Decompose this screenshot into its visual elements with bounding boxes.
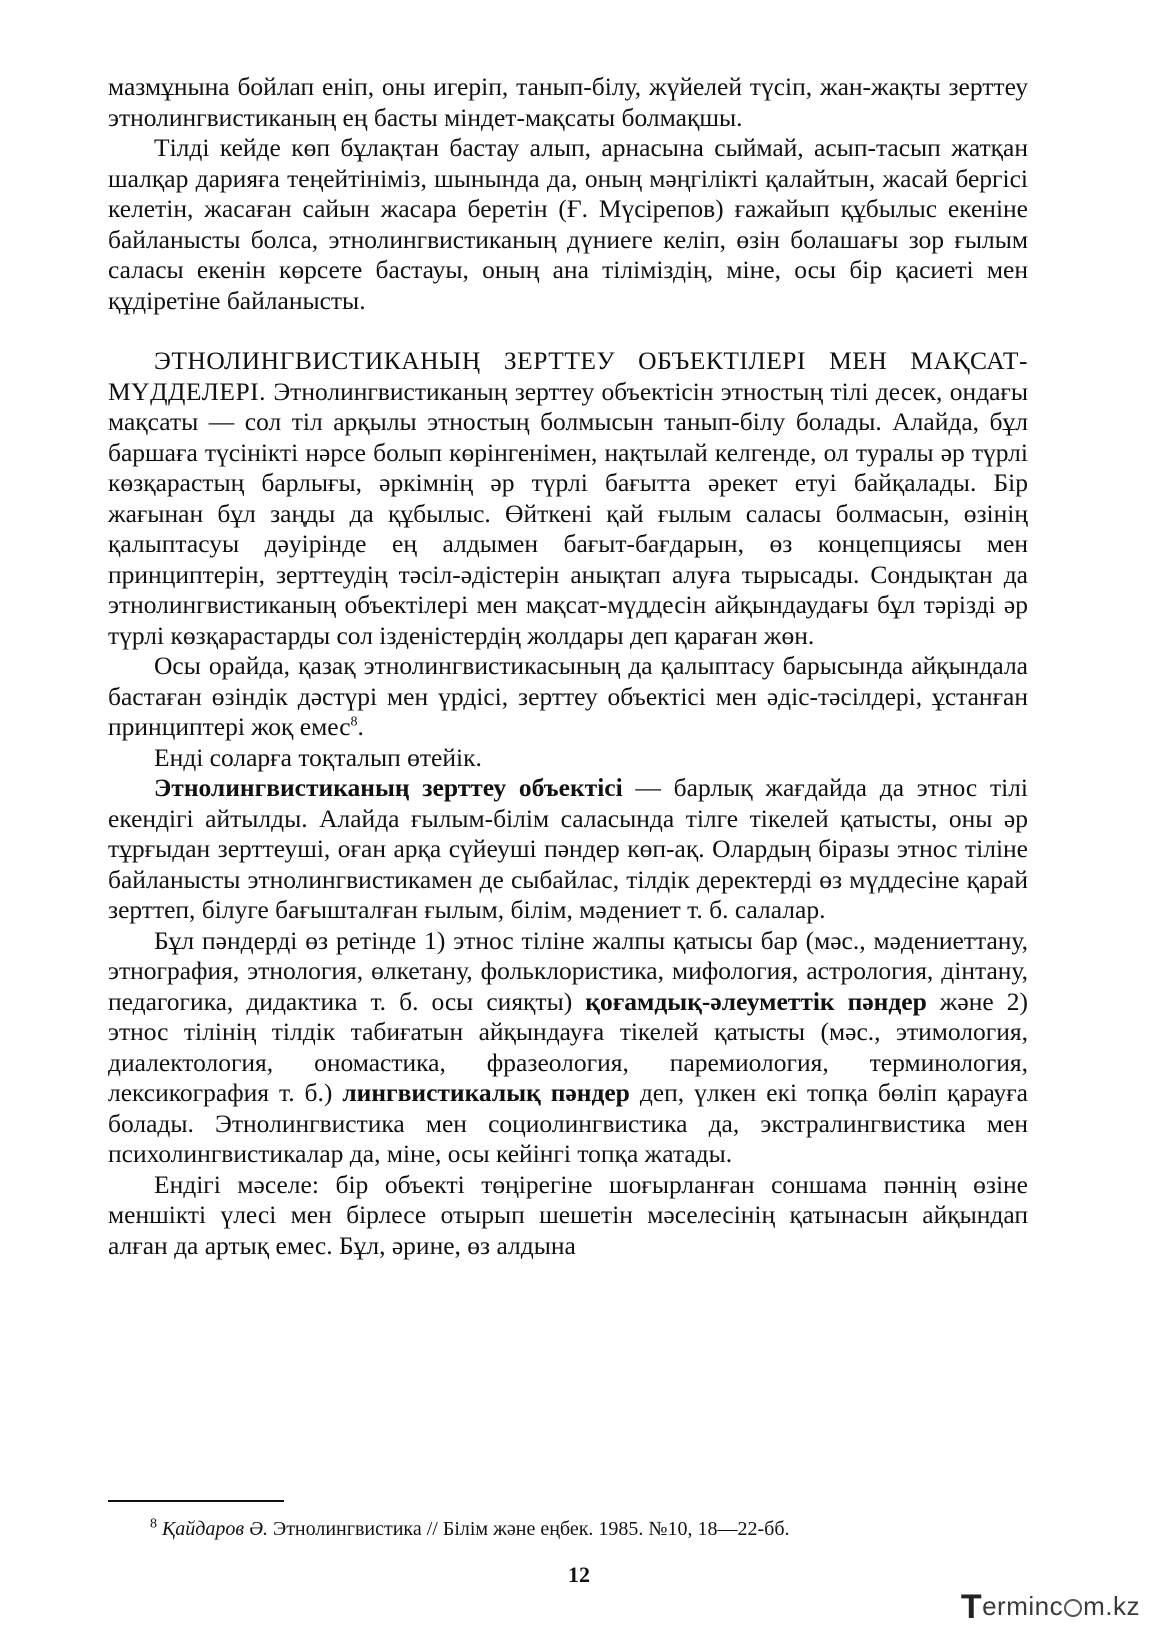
footnote-divider: [108, 1500, 284, 1502]
watermark-text-b: m.kz: [1083, 1591, 1140, 1621]
paragraph-1: мазмұнына бойлап еніп, оны игеріп, танып-білу, жүйелей түсіп, жан-жақты зерттеу этнолингвистиканың ең басты міндет-мақсаты болмақшы.: [108, 72, 1028, 132]
paragraph-7-a: Бұл пәндерді өз ретінде 1) этнос тіліне жалпы қатысы бар (мәс., мәдениеттану, этнография, этнология, өлкетану, фольклористика, мифология, астрология, дінтану, педагогика, дидактика т. б. осы сияқты): [108, 925, 1028, 1016]
paragraph-7-c: және 2) этнос тілінің тілдік табиғатын айқындауға тікелей қатысты (мәс., этимология, диалектология, ономастика, фразеология, паремиология, терминология, лексикография т. б.): [108, 986, 1028, 1107]
paragraph-6-text: — барлық жағдайда да этнос тілі екендігі айтылды. Алайда ғылым-білім саласында тілге тікелей қатысты, оны әр тұрғыдан зерттеуші, оған арқа сүйеуші пәндер көп-ақ. Олардың біразы этнос тіліне байланысты этнолингвистикамен де сыбайлас, тілдік деректерді өз мүддесіне қарай зерттеп, білуге бағышталған ғылым, білім, мәдениет т. б. салалар.: [108, 773, 1028, 924]
watermark-text-a: erminc: [982, 1591, 1064, 1621]
section-body: Этнолингвистиканың зерттеу объектісін этностың тілі десек, ондағы мақсаты — сол тіл арқылы этностың болмысын танып-білу болады. Алайда, бұл баршаға түсінікті нәрсе болып көрінгенімен, нақтылай келгенде, ол туралы әр түрлі көзқарастың барлығы, әркімнің әр түрлі бағытта әрекет етуі байқалады. Бір жағынан бұл заңды да құбылыс. Өйткені қай ғылым саласы болмасын, өзінің қалыптасуы дәуірінде ең алдымен бағыт-бағдарын, өз концепциясы мен принциптерін, зерттеудің тәсіл-әдістерін анықтап алуға тырысады. Сондықтан да этнолингвистиканың объектілері мен мақсат-мүддесін айқындаудағы бұл тәрізді әр түрлі көзқарастарды сол ізденістердің жолдары деп қараған жөн.: [108, 376, 1028, 650]
paragraph-4-text: Осы орайда, қазақ этнолингвистикасының да қалыптасу барысында айқындала бастаған өзіндік дәстүрі мен үрдісі, зерттеу объектісі мен әдіс-тәсілдері, ұстанған принциптері жоқ емес: [108, 651, 1028, 741]
magnifier-icon: [1064, 1599, 1082, 1617]
section-heading: ЭТНОЛИНГВИСТИКАНЫҢ ЗЕРТТЕУ ОБЪЕКТІЛЕРІ МЕН МАҚСАТ-МҮДДЕЛЕРІ.: [108, 346, 1028, 406]
paragraph-7-e: деп, үлкен екі топқа бөліп қарауға болады. Этнолингвистика мен социолингвистика да, экстралингвистика мен психолингвистикалар да, міне, осы кейінгі топқа жатады.: [108, 1078, 1029, 1168]
paragraph-8: Ендігі мәселе: бір объекті төңірегіне шоғырланған соншама пәннің өзіне меншікті үлесі мен бірлесе отырып шешетін мәселесінің қатынасын айқындап алған да артық емес. Бұл, әрине, өз алдына: [108, 1169, 1028, 1260]
footnote-text: Этнолингвистика // Білім және еңбек. 1985. №10, 18—22-бб.: [267, 1518, 790, 1540]
paragraph-4-end: .: [357, 712, 364, 741]
paragraph-7: [108, 926, 1028, 1170]
page-body: [108, 72, 1028, 1261]
watermark-letter: T: [960, 1588, 983, 1626]
paragraph-2: Тілді кейде көп бұлақтан бастау алып, арнасына сыймай, асып-тасып жатқан шалқар дарияға теңейтініміз, шынында да, оның мәңгілікті қалайтын, жасай бергісі келетін, жасаған сайын жасара беретін (Ғ. Мүсірепов) ғажайып құбылыс екеніне байланысты болса, этнолингвистиканың дүниеге келіп, өзін болашағы зор ғылым саласы екенін көрсете бастауы, оның ана тіліміздің, міне, осы бір қасиеті мен құдіретіне байланысты.: [108, 133, 1028, 315]
bold-term-object: Этнолингвистиканың зерттеу объектісі: [154, 773, 623, 802]
page-number: 12: [568, 1562, 590, 1587]
footnote-ref[interactable]: 8: [350, 714, 358, 730]
footnote: [150, 1516, 1020, 1542]
paragraph-4: [108, 651, 1028, 743]
bold-term-linguistic: лингвистикалық пәндер: [342, 1078, 630, 1107]
watermark-logo: [961, 1588, 1140, 1627]
bold-term-social: қоғамдық-әлеуметтік пәндер: [585, 986, 927, 1016]
paragraph-5: Енді соларға тоқталып өтейік.: [154, 742, 482, 772]
paragraph-6: [108, 773, 1028, 926]
footnote-marker: 8: [150, 1516, 157, 1532]
footnote-author: Қайдаров Ә.: [162, 1518, 268, 1540]
section-paragraph: [108, 346, 1028, 651]
